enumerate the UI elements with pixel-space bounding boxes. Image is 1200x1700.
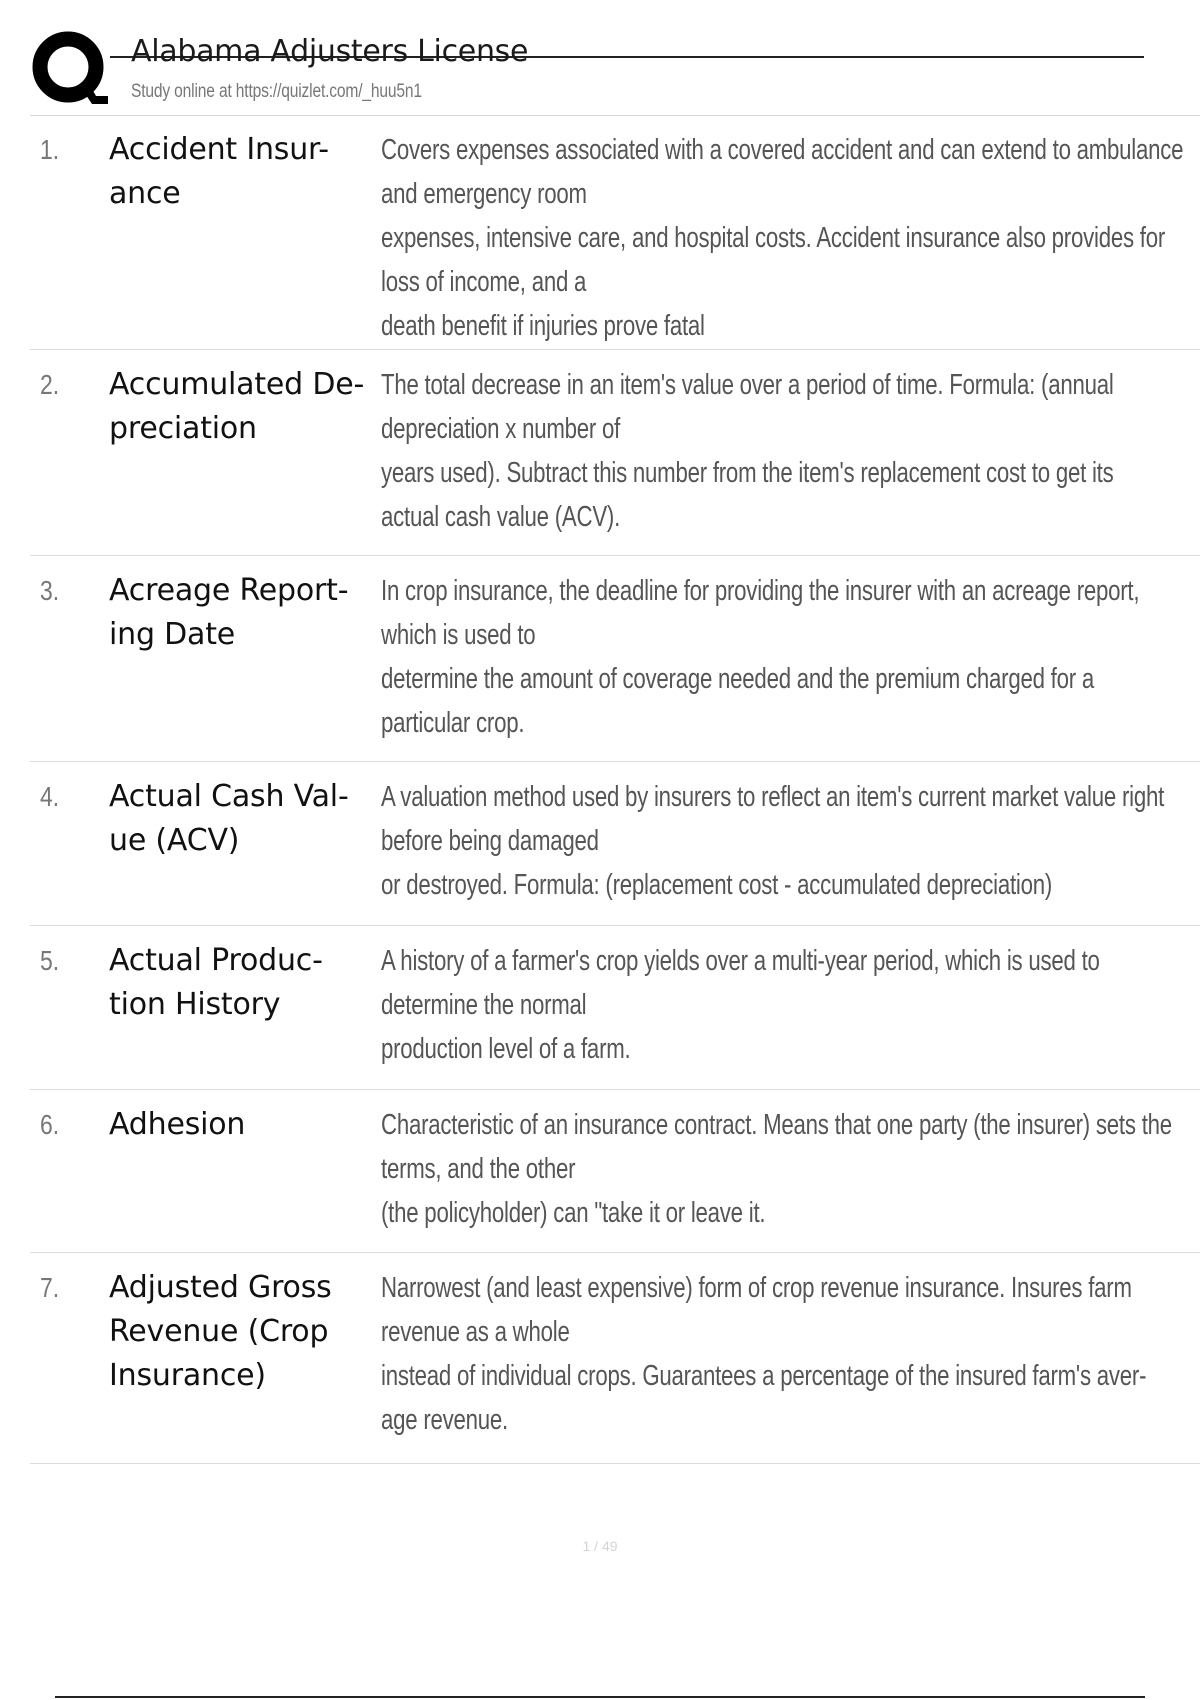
entry-definition: [381, 569, 1140, 745]
definition-line: terms, and the other: [381, 1153, 576, 1185]
document-title: Alabama Adjusters License: [131, 34, 529, 69]
definition-line: or destroyed. Formula: (replacement cost - accumulated depreciation): [381, 869, 1053, 901]
definition-line: production level of a farm.: [381, 1033, 631, 1065]
entry-definition: [381, 939, 1100, 1071]
flashcard-term-list: [30, 115, 1200, 1464]
definition-line: Covers expenses associated with a covered accident and can extend to ambulance: [381, 134, 1184, 166]
entry-term: Actual Cash Val- ue (ACV): [109, 779, 349, 858]
definition-line: A valuation method used by insurers to reflect an item's current market value right: [381, 781, 1165, 813]
entry-number: 6.: [40, 1109, 60, 1140]
entry-number: 5.: [40, 945, 60, 976]
definition-line: death benefit if injuries prove fatal: [381, 310, 705, 342]
entry-definition: [381, 1266, 1147, 1442]
entry-definition: [381, 1103, 1172, 1235]
entry-definition: [381, 128, 1184, 348]
definition-line: determine the amount of coverage needed and the premium charged for a: [381, 663, 1094, 695]
definition-line: years used). Subtract this number from the item's replacement cost to get its: [381, 457, 1114, 489]
definition-line: loss of income, and a: [381, 266, 587, 298]
entry-term: Accumulated De- preciation: [109, 367, 365, 446]
definition-line: In crop insurance, the deadline for providing the insurer with an acreage report,: [381, 575, 1140, 607]
term-entry: [30, 762, 1200, 926]
quizlet-q-logo-icon: [30, 30, 110, 112]
definition-line: expenses, intensive care, and hospital costs. Accident insurance also provides for: [381, 222, 1166, 254]
definition-line: Narrowest (and least expensive) form of crop revenue insurance. Insures farm: [381, 1272, 1132, 1304]
entry-term: Actual Produc- tion History: [109, 943, 323, 1022]
definition-line: depreciation x number of: [381, 413, 621, 445]
definition-line: particular crop.: [381, 707, 525, 739]
entry-number: 7.: [40, 1272, 60, 1303]
definition-line: and emergency room: [381, 178, 587, 210]
definition-line: actual cash value (ACV).: [381, 501, 621, 533]
entry-number: 4.: [40, 781, 60, 812]
page-number: 1 / 49: [582, 1538, 618, 1554]
entry-number: 2.: [40, 369, 60, 400]
definition-line: which is used to: [381, 619, 536, 651]
entry-number: 3.: [40, 575, 60, 606]
term-entry: [30, 350, 1200, 556]
study-online-link-text: Study online at https://quizlet.com/_huu5n1: [131, 81, 422, 102]
definition-line: The total decrease in an item's value over a period of time. Formula: (annual: [381, 369, 1114, 401]
term-entry: [30, 926, 1200, 1090]
definition-line: before being damaged: [381, 825, 599, 857]
term-entry: [30, 556, 1200, 762]
definition-line: (the policyholder) can "take it or leave it.: [381, 1197, 766, 1229]
definition-line: age revenue.: [381, 1404, 508, 1436]
entry-term: Adjusted Gross Revenue (Crop Insurance): [109, 1270, 332, 1393]
entry-number: 1.: [40, 134, 60, 165]
term-entry: [30, 115, 1200, 350]
entry-term: Accident Insur- ance: [109, 132, 329, 211]
definition-line: determine the normal: [381, 989, 587, 1021]
definition-line: Characteristic of an insurance contract. Means that one party (the insurer) sets the: [381, 1109, 1172, 1141]
definition-line: instead of individual crops. Guarantees a percentage of the insured farm's aver-: [381, 1360, 1147, 1392]
term-entry: [30, 1090, 1200, 1253]
entry-definition: [381, 775, 1165, 907]
term-entry: [30, 1253, 1200, 1464]
footer-divider: [55, 1696, 1145, 1698]
definition-line: A history of a farmer's crop yields over a multi-year period, which is used to: [381, 945, 1100, 977]
entry-term: Adhesion: [109, 1107, 246, 1142]
entry-term: Acreage Report- ing Date: [109, 573, 349, 652]
definition-line: revenue as a whole: [381, 1316, 570, 1348]
entry-definition: [381, 363, 1114, 539]
